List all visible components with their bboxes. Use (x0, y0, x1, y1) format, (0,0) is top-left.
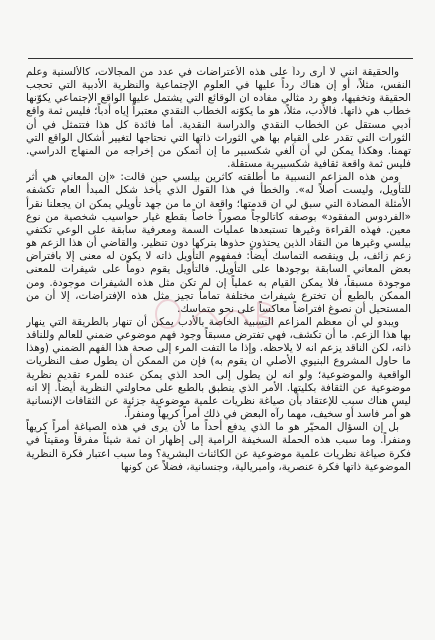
paragraph-1: والحقيقة انني لا أرى رداً على هذه الأعتراضات في عدد من المجالات، كالألسنية وعلم النفس، مثلاً، أو إن هناك رداً عليها في العلوم الإجتماعية والنظرية الأدبية التي تحجب الحقيقة وتخفيها، وهو رد مثالي مفاده ان الوقائع التي يشتمل عليها الواقع الإجتماعي يكوّنها خطاب هي ذاتها. فالأدب، مثلاً، هو ما يكوّنه الخطاب النقدي معتبراً إياه أدباً؛ فليس ثمة واقع أدبي مستقل عن الخطاب النقدي والدراسة النقدية. أما فائدة كل هذا فتتمثل في أن الثورات التي تقدر على القيام بها هي الثورات ذاتها التي نحتاجها لتغيير أشكال الواقع التي تهمنا. وهكذا يمكن لي أن ألغي شكسبير ما إن أتمكن من إخراجه من المنهاج الدراسي. فليس ثمة واقعة ثقافية شكسبيرية مستقلة. (26, 66, 411, 171)
top-rule (28, 58, 413, 59)
paragraph-3: ويبدو لي أن معظم المزاعم النسبية الخاصة بالأدب يمكن أن تنهار بالطريقة التي ينهار بها هذا الزعم. ما أن تكشف، فهي تفترض مسبقاً وجود فهم موضوعي ضمني للعالم وللناقد ذاته، لكن الناقد يزعم انه لا يلاحظه. وإذا ما التفت المرء إلى صحة هذا الفهم الضمني (وهذا ما حاول المشروع البنيوي الأصلي ان يقوم به) فإن من الممكن أن يطول صف النظريات الواقعية والموضوعية؛ ولو انه لن يطول إلى الحد الذي يمكن عنده للمرء تقديم نظرية موضوعية عن الثقافة بكليتها. الأمر الذي ينطبق بالطبع على محاولتي النظرية أيضاً. إلا انه ليس هناك سبب للإعتقاد بأن صياغة نظريات علمية موضوعية جزئية عن الثقافات الإنسانية هو أمر فاسد أو سخيف، مهما رآه البعض في ذلك أمراً كريهاً ومنفراً. (26, 315, 411, 421)
paragraph-2: ومن هذه المزاعم النسبية ما أطلقته كاثرين بيلسي حين قالت: «إن المعاني هي أثر للتأويل، وليست أصلاً له». والخطأ في هذا القول الذي يأخذ شكل المبدأ العام تكشفه الأمثلة المضادة التي سبق لي ان قدمتها؛ واقعة ان ما من جهد تأويلي يمكن ان يجعلنا نقرأ «الفردوس المفقود» بوصفه كاتالوجاً مصوراً خاصاً بقطع غيار حواسيب شخصية من نوع معين. فهذه القراءة وغيرها تستبعدها عمليات السمة ومعرفية سابقة على الوعي تكتفي بيلسي وغيرها من النقاد الذين يحتذون حذوها بتركها دون تنظير. والقاضي أن هذا الزعم هو زعم زائف، بل وينقصه التماسك أيضاً: فمفهوم التأويل ذاته لا يكون له معنى إلا بافتراض بعض المعاني السابقة بوجودها على التأويل. فالتأويل يقوم دوماً على شيفرات للمعنى موجودة مسبقاً، فلا يمكن القيام به عملياً إن لم تكن مثل هذه الشيفرات موجودة. ومن الممكن بالطبع أن تخترع شيفرات مختلفة تماماً تجيز مثل هذه الإفتراضات، إلا أن من المستحيل أن نصوغ افتراضاً معاكساً على نحو متماسك. (26, 171, 411, 315)
paragraph-4: بل إن السؤال المحيّر هو ما الذي يدفع أحداً ما لأن يرى في هذه الصياغة أمراً كريهاً ومنفراً. وما سبب هذه الحملة السخيفة الرامية إلى إظهار ان ثمة شيئاً مفرقاً ومقيتاً في فكرة صياغة نظريات علمية موضوعية عن الكائنات البشرية؟ وما سبب اعتبار فكرة النظرية الموضوعية ذاتها فكرة عنصرية، وامبريالية، وجنسانية، فضلاً عن كونها (26, 421, 411, 473)
body-text (26, 66, 411, 626)
